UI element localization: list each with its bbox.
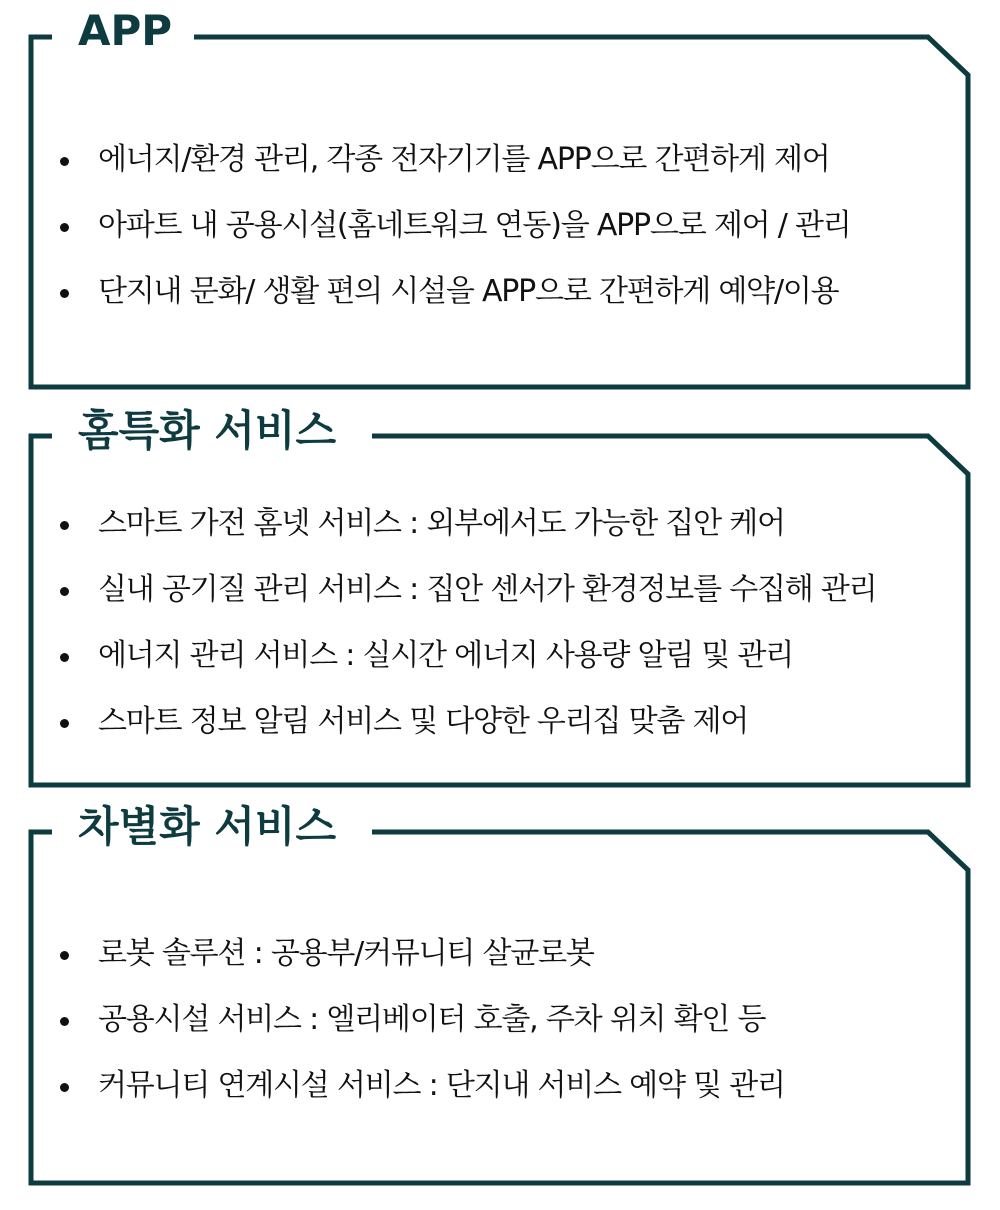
bullet-icon: [60, 157, 69, 166]
list-item-text: 스마트 정보 알림 서비스 및 다양한 우리집 맞춤 제어: [98, 704, 749, 739]
list-item-text: 공용시설 서비스 : 엘리베이터 호출, 주차 위치 확인 등: [98, 1002, 766, 1037]
bullet-icon: [60, 951, 69, 960]
bullet-icon: [60, 719, 69, 728]
differentiated-service-section-title: 차별화 서비스: [78, 802, 337, 851]
list-item-text: 실내 공기질 관리 서비스 : 집안 센서가 환경정보를 수집해 관리: [98, 572, 877, 607]
bullet-icon: [60, 653, 69, 662]
bullet-icon: [60, 1083, 69, 1092]
list-item-text: 아파트 내 공용시설(홈네트워크 연동)을 APP으로 제어 / 관리: [98, 208, 851, 243]
list-item-text: 로봇 솔루션 : 공용부/커뮤니티 살균로봇: [98, 936, 594, 971]
list-item-text: 단지내 문화/ 생활 편의 시설을 APP으로 간편하게 예약/이용: [98, 274, 839, 309]
app-section-title: APP: [78, 6, 173, 55]
list-item-text: 커뮤니티 연계시설 서비스 : 단지내 서비스 예약 및 관리: [98, 1068, 785, 1103]
list-item-text: 스마트 가전 홈넷 서비스 : 외부에서도 가능한 집안 케어: [98, 506, 785, 541]
bullet-icon: [60, 289, 69, 298]
bullet-icon: [60, 521, 69, 530]
bullet-icon: [60, 587, 69, 596]
bullet-icon: [60, 1017, 69, 1026]
bullet-icon: [60, 223, 69, 232]
list-item-text: 에너지 관리 서비스 : 실시간 에너지 사용량 알림 및 관리: [98, 638, 794, 673]
home-service-section-title: 홈특화 서비스: [78, 406, 337, 455]
list-item-text: 에너지/환경 관리, 각종 전자기기를 APP으로 간편하게 제어: [98, 142, 830, 177]
